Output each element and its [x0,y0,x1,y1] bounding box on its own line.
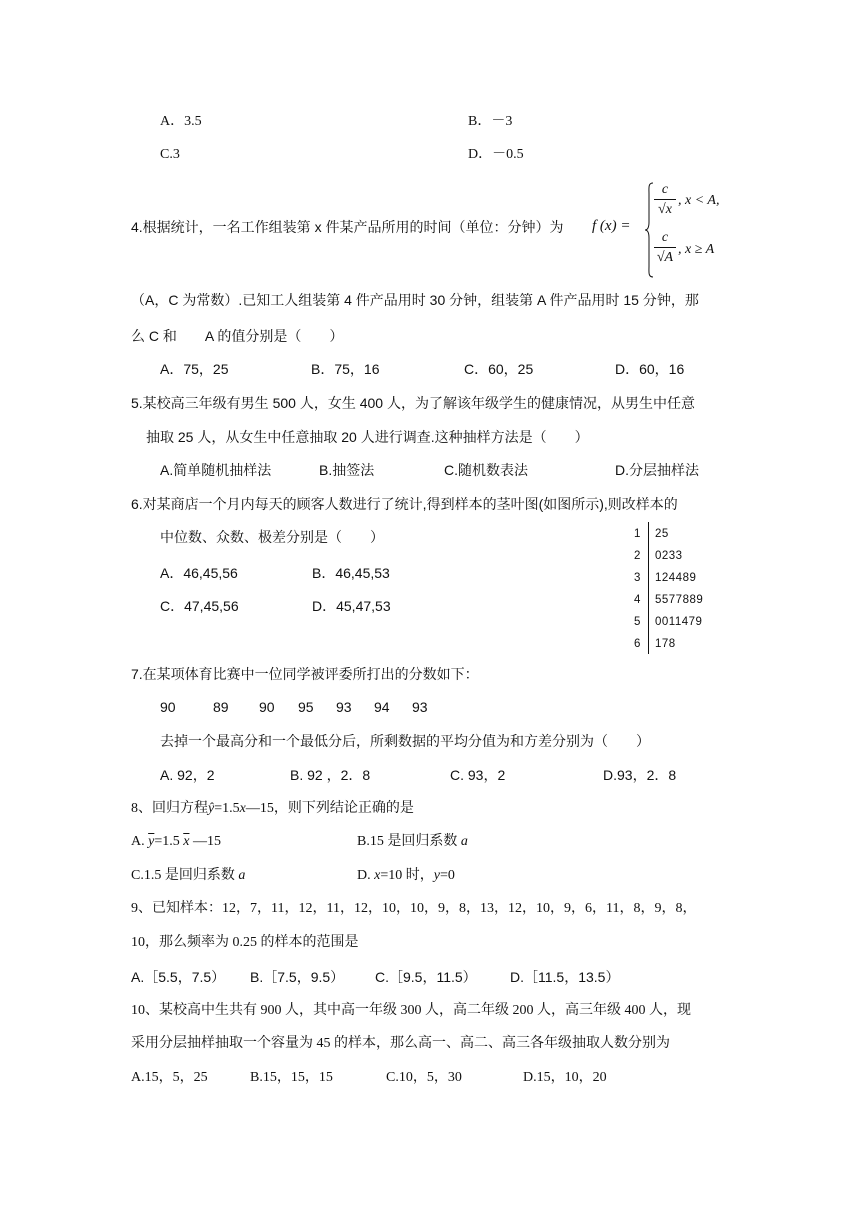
q6-stem-line2: 中位数、众数、极差分别是（ ） [160,529,384,545]
left-brace-icon [644,182,654,278]
q10-option-b: B.15，15，15 [250,1070,333,1085]
stem-leaf-row [624,524,724,546]
stem-leaf-row [624,590,724,612]
q8-stem: 8、回归方程ŷ=1.5x—15，则下列结论正确的是 [131,801,414,816]
q6-option-a: A．46,45,56 [160,565,238,581]
q7-option-d: D.93，2．8 [603,767,677,783]
q7-score: 93 [412,699,428,715]
stem-leaf-row [624,546,724,568]
stem-leaf-row [624,634,724,656]
q10-stem-line2: 采用分层抽样抽取一个容量为 45 的样本，那么高一、高二、高三各年级抽取人数分别为 [131,1036,670,1051]
stem-value: 3 [634,572,641,584]
q4-stem-line3: 么 C 和 A 的值分别是（ ） [131,328,344,344]
leaf-values: 25 [655,528,669,540]
q10-stem-line1: 10、某校高中生共有 900 人，其中高一年级 300 人，高二年级 200 人，高三年级 400 人，现 [131,1003,691,1018]
q9-option-b: B.［7.5，9.5） [250,969,345,985]
q10-option-c: C.10，5，30 [386,1070,462,1085]
q8-option-a: A. $\overline{y}=1.5$ $\overline{x}$ —15 [131,834,221,849]
q7-stem-line3: 去掉一个最高分和一个最低分后，所剩数据的平均分值为和方差分别为（ ） [160,733,650,749]
leaf-values: 5577889 [655,594,704,606]
q4-option-c: C．60，25 [464,361,534,377]
q6-option-c: C．47,45,56 [160,598,239,614]
q9-option-a: A.［5.5，7.5） [131,969,226,985]
q4-case1-condition: , x < A, [678,193,720,208]
stem-value: 5 [634,616,641,628]
q4-option-a: A．75，25 [160,361,229,377]
leaf-values: 178 [655,638,676,650]
q9-stem-line1: 9、已知样本：12，7，11，12，11，12，10，10，9，8，13，12，10，9，6，11，8，9，8， [131,901,697,916]
stem-value: 2 [634,550,641,562]
stem-leaf-row [624,612,724,634]
q4-function-label: f (x) = [592,218,631,234]
q4-case1-fraction: c √x [654,182,676,219]
q10-option-d: D.15，10，20 [523,1070,607,1085]
leaf-values: 0011479 [655,616,703,628]
stem-value: 1 [634,528,641,540]
stem-value: 4 [634,594,641,606]
q4-option-b: B．75，16 [311,361,380,377]
q5-option-d: D.分层抽样法 [615,462,699,478]
q3-option-a: A．3.5 [160,114,202,129]
q9-option-d: D.［11.5，13.5） [510,969,620,985]
q4-piecewise-formula [592,182,752,278]
q9-stem-line2: 10，那么频率为 0.25 的样本的范围是 [131,935,359,950]
q4-case2-condition: , x ≥ A [678,242,715,257]
q5-option-c: C.随机数表法 [444,462,528,478]
q7-stem-line1: 7.在某项体育比赛中一位同学被评委所打出的分数如下： [131,666,479,682]
q5-option-a: A.简单随机抽样法 [160,462,272,478]
stem-leaf-plot [624,524,724,656]
q7-option-a: A. 92，2 [160,767,215,783]
q6-option-b: B．46,45,53 [312,565,390,581]
q7-score: 95 [298,699,314,715]
q3-option-d: D．－0.5 [468,147,524,162]
q7-score: 90 [259,699,275,715]
q8-option-c: C.1.5 是回归系数 a [131,868,246,883]
leaf-values: 124489 [655,572,697,584]
q4-option-d: D．60，16 [615,361,685,377]
leaf-values: 0233 [655,550,683,562]
q10-option-a: A.15，5，25 [131,1070,208,1085]
q5-stem-line1: 5.某校高三年级有男生 500 人，女生 400 人，为了解该年级学生的健康情况，从男生中任意 [131,395,695,411]
q7-score: 94 [374,699,390,715]
q7-score: 89 [213,699,229,715]
q4-stem-line2: （A，C 为常数）.已知工人组装第 4 件产品用时 30 分钟，组装第 A 件产品用时 15 分钟，那 [131,292,699,308]
q3-option-b: B．－3 [468,114,513,129]
q7-score: 90 [160,699,176,715]
q7-score: 93 [336,699,352,715]
q5-option-b: B.抽签法 [319,462,375,478]
q4-case2-fraction: c √A [654,230,676,267]
q4-stem: 4.根据统计，一名工作组装第 x 件某产品所用的时间（单位：分钟）为 [131,219,564,235]
q7-option-c: C. 93，2 [450,767,506,783]
q8-option-b: B.15 是回归系数 a [357,834,468,849]
q7-option-b: B. 92 ，2．8 [290,767,371,783]
q9-option-c: C.［9.5，11.5） [375,969,477,985]
q6-stem-line1: 6.对某商店一个月内每天的顾客人数进行了统计,得到样本的茎叶图(如图所示),则改样本的 [131,496,678,512]
stem-leaf-row [624,568,724,590]
q5-stem-line2: 抽取 25 人，从女生中任意抽取 20 人进行调查.这种抽样方法是（ ） [146,429,589,445]
q8-option-d: D. x=10 时，y=0 [357,868,455,883]
stem-value: 6 [634,638,641,650]
q3-option-c: C.3 [160,147,180,162]
q6-option-d: D．45,47,53 [312,598,391,614]
